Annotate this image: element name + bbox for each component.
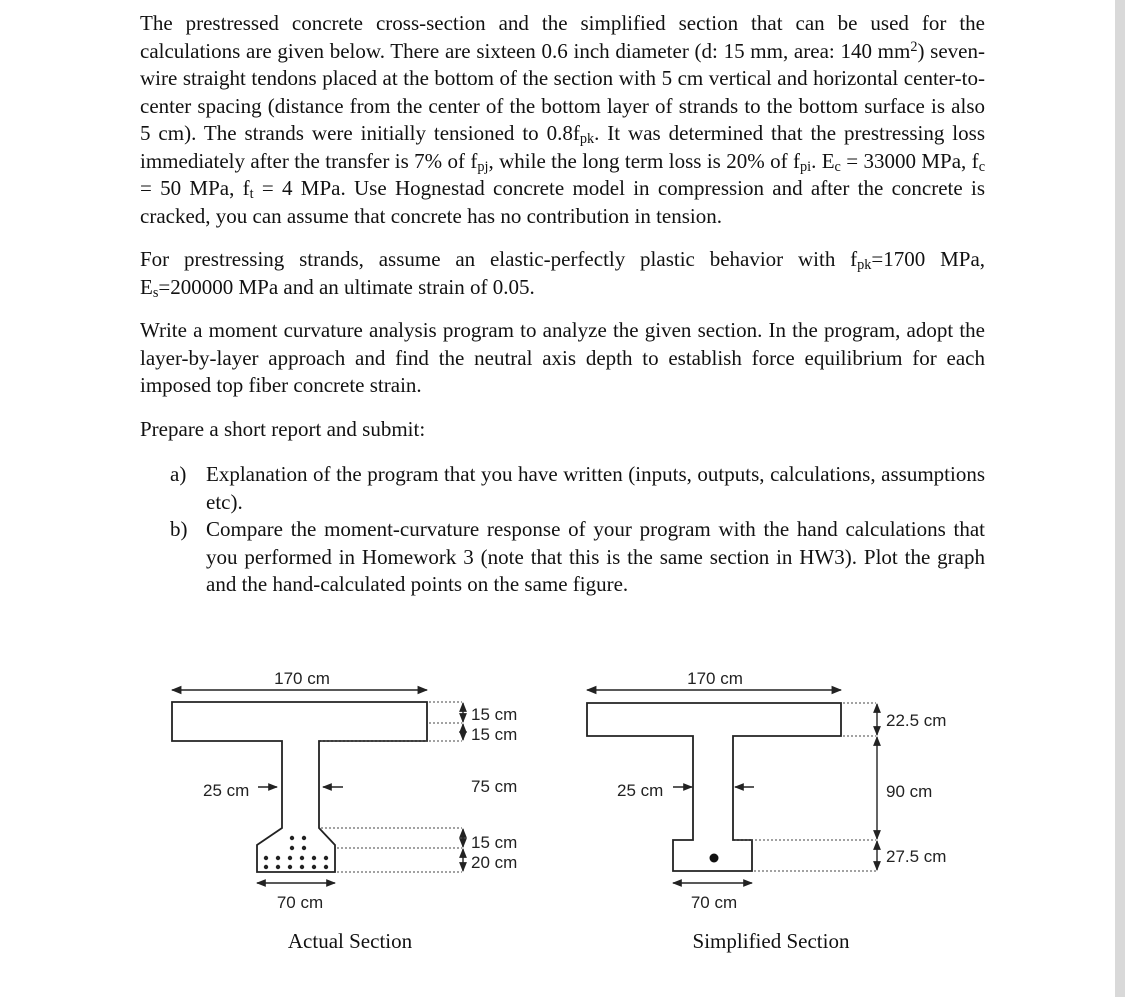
bottom-width-label: 70 cm	[276, 893, 324, 912]
width-label: 170 cm	[274, 669, 330, 688]
dim-label: 27.5 cm	[886, 847, 947, 866]
width-label: 170 cm	[687, 669, 743, 688]
actual-caption: Actual Section	[287, 929, 413, 953]
dim-label: 15 cm	[471, 833, 518, 852]
actual-section	[172, 669, 517, 953]
dim-label: 20 cm	[471, 853, 518, 872]
list-item-text: Compare the moment-curvature response of your program with the hand calculations that you performed in Homework 3 (note that this is the same section in HW3). Plot the graph and the hand-calculated points on the same figure.	[206, 517, 985, 596]
paragraph-program: Write a moment curvature analysis program to analyze the given section. In the program, adopt the layer-by-layer approach and find the neutral axis depth to establish force equilibrium for each imposed top fiber concrete strain.	[140, 318, 985, 397]
list-item-label: a)	[170, 462, 187, 486]
dim-label: 15 cm	[471, 725, 518, 744]
list-item-text: Explanation of the program that you have written (inputs, outputs, calculations, assumptions etc).	[206, 462, 985, 514]
simplified-section	[587, 669, 946, 953]
dim-label: 90 cm	[886, 782, 933, 801]
web-width-label: 25 cm	[617, 781, 664, 800]
dim-label: 75 cm	[471, 777, 518, 796]
paragraph-report: Prepare a short report and submit:	[140, 416, 426, 441]
page-edge	[1115, 0, 1125, 997]
dim-label: 22.5 cm	[886, 711, 947, 730]
paragraph-intro: The prestressed concrete cross-section and the simplified section that can be used for the calculations are given below. There are sixteen 0.6 inch diameter (d: 15 mm, area: 140 $mm^2$) seven-wire straight tendons placed at the bottom of the section with 5 cm vertical and horizontal center-to-center spacing (distance from the center of the bottom layer of strands to the bottom surface is also 5 cm). The strands were initially tensioned to $0.8f_{pk}$. It was determined that the prestressing loss immediately after the transfer is 7% of $f_{pj}$, while the long term loss is 20% of $f_{pi}$. $E_c = 33000$ MPa, $f_c = 50$ MPa, $f_t = 4$ MPa. Use Hognestad concrete model in compression and after the concrete is cracked, you can assume that concrete has no contribution in tension.	[140, 11, 986, 228]
dim-label: 15 cm	[471, 705, 518, 724]
simplified-caption: Simplified Section	[692, 929, 850, 953]
list-item-label: b)	[170, 517, 188, 541]
bottom-width-label: 70 cm	[690, 893, 738, 912]
paragraph-strands: For prestressing strands, assume an elastic-perfectly plastic behavior with $f_{pk}=1700$ MPa, $E_s=200000$ MPa and an ultimate strain of 0.05.	[140, 247, 986, 301]
tendon-centroid	[710, 854, 719, 863]
web-width-label: 25 cm	[203, 781, 250, 800]
